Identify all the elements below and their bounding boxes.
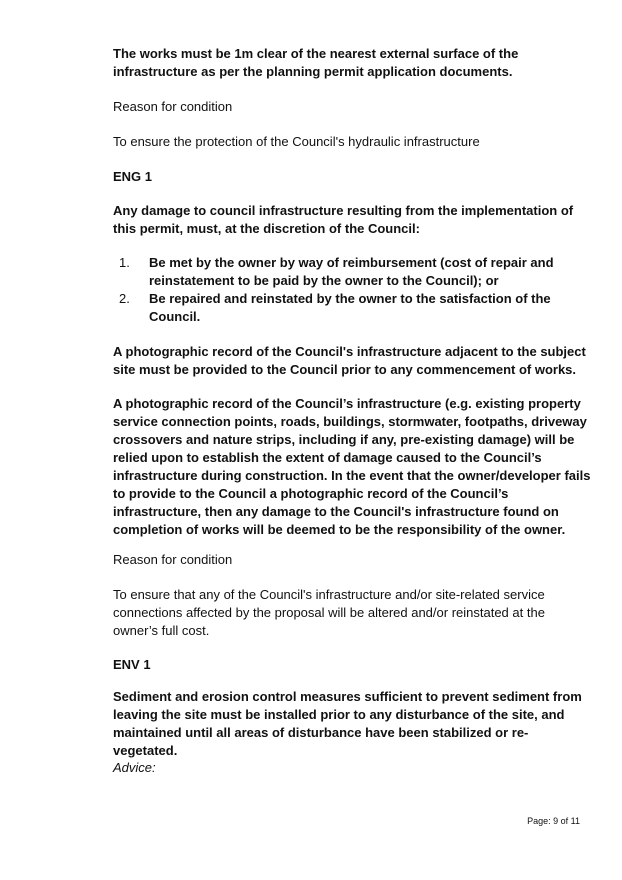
reason-label-2: Reason for condition: [113, 552, 233, 567]
reason-text-2: To ensure that any of the Council's infrastructure and/or site-related service connections affected by the proposal will be altered and/or reinstated at the owner’s full cost.: [113, 587, 545, 638]
eng-heading: ENG 1: [113, 169, 153, 184]
list-item-text: Be repaired and reinstated by the owner to the satisfaction of the Council.: [149, 291, 551, 324]
advice-label: Advice:: [113, 760, 156, 775]
reason-label-1: Reason for condition: [113, 99, 233, 114]
list-item-number: 2.: [119, 291, 130, 306]
photo-record-paragraph-2: A photographic record of the Council’s infrastructure (e.g. existing property service connection points, roads, buildings, stormwater, footpaths, driveway crossovers and nature strips, including if any, pre-existing damage) will be relied upon to establish the extent of damage caused to the Council’s infrastructure during construction. In the event that the owner/developer fails to provide to the Council a photographic record of the Council’s infrastructure, then any damage to the Council's infrastructure found on completion of works will be deemed to be the responsibility of the owner.: [113, 396, 591, 537]
works-clearance-paragraph: The works must be 1m clear of the nearest external surface of the infrastructure as per the planning permit application documents.: [113, 46, 519, 79]
photo-record-paragraph-1: A photographic record of the Council's infrastructure adjacent to the subject site must be provided to the Council prior to any commencement of works.: [113, 344, 586, 377]
env-paragraph: Sediment and erosion control measures sufficient to prevent sediment from leaving the site must be installed prior to any disturbance of the site, and maintained until all areas of disturbance have been stabilized or re-vegetated.: [113, 689, 582, 758]
list-item-text: Be met by the owner by way of reimbursement (cost of repair and reinstatement to be paid by the owner to the Council); or: [149, 255, 554, 288]
list-item-number: 1.: [119, 255, 130, 270]
env-heading: ENV 1: [113, 657, 151, 672]
page-number: Page: 9 of 11: [527, 816, 580, 826]
eng-intro-paragraph: Any damage to council infrastructure resulting from the implementation of this permit, must, at the discretion of the Council:: [113, 203, 574, 236]
reason-text-1: To ensure the protection of the Council's hydraulic infrastructure: [113, 134, 480, 149]
